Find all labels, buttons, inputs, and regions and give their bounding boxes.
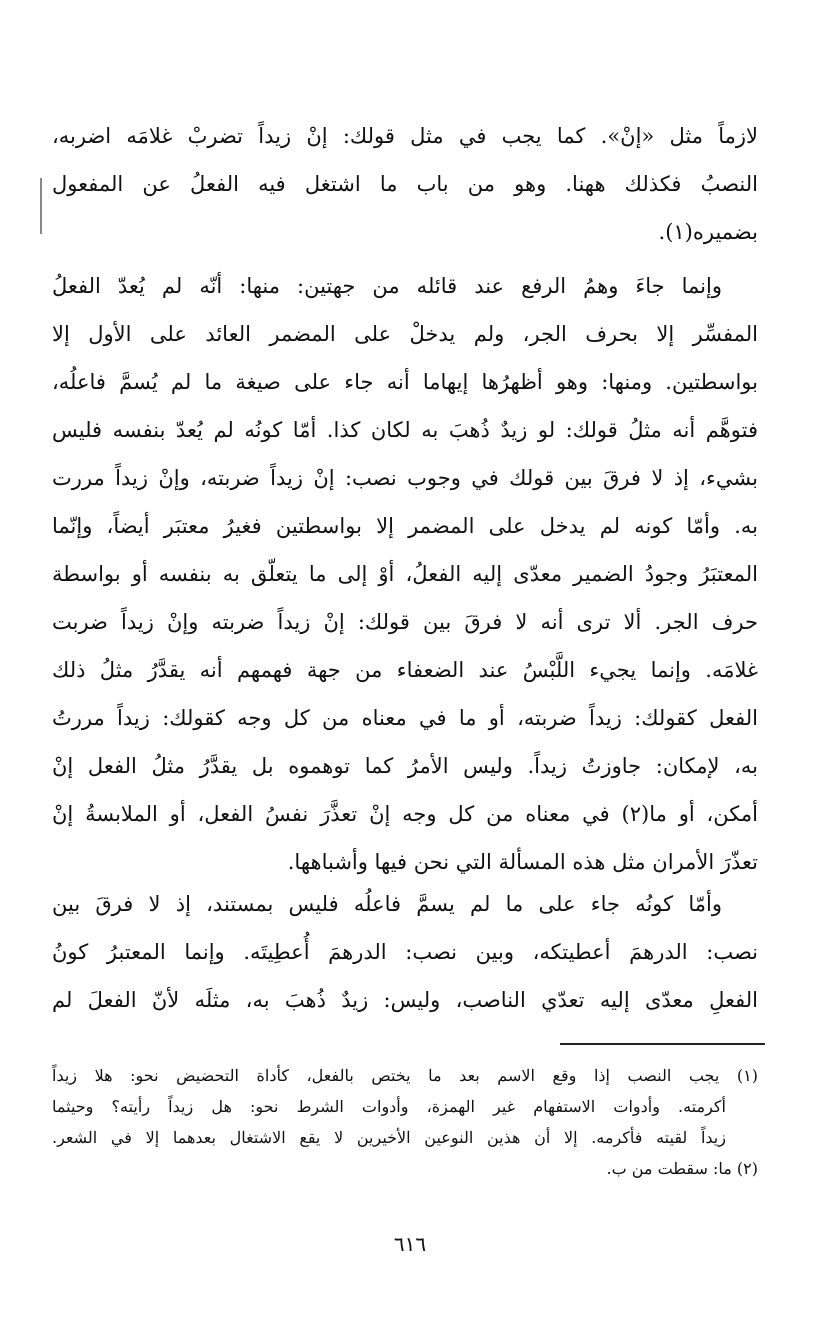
text-line: بواسطتين. ومنها: وهو أظهرُها إيهاما أنه جاء على صيغة ما لم يُسمَّ فاعلُه، bbox=[52, 370, 758, 394]
text-line: المفسِّر إلا بحرف الجر، ولم يدخلْ على المضمر العائد على الأول إلا bbox=[52, 322, 758, 346]
footnote-line: (١) يجب النصب إذا وقع الاسم بعد ما يختص بالفعل، كأداة التحضيض نحو: هلا زيداً bbox=[52, 1066, 758, 1085]
text-line: نصب: الدرهمَ أعطيتكه، وبين نصب: الدرهمَ أُعطِيتَه. وإنما المعتبرُ كونُ bbox=[52, 940, 758, 964]
paragraph-1 bbox=[52, 112, 758, 256]
text-line: الفعل كقولك: زيداً ضربته، أو ما في معناه من كل وجه كقولك: زيداً مررتُ bbox=[52, 706, 758, 730]
text-line: غلامَه. وإنما يجيء اللَّبْسُ عند الضعفاء من جهة فهمهم أنه يقدَّرُ مثلُ ذلك bbox=[52, 658, 758, 682]
text-line: وأمّا كونُه جاء على ما لم يسمَّ فاعلُه فليس بمستند، إذ لا فرقَ بين bbox=[52, 892, 722, 916]
text-line: المعتبَرُ وجودُ الضمير معدّى إليه الفعلُ، أوْ إلى ما يتعلّق به بنفسه أو بواسطة bbox=[52, 562, 758, 586]
text-line: لازماً مثل «إنْ». كما يجب في مثل قولك: إنْ زيداً تضربْ غلامَه اضربه، bbox=[52, 124, 758, 148]
footnote-line: زيداً لقيته فأكرمه. إلا أن هذين النوعين الأخيرين لا يقع الاشتغال بعدهما إلا في الشعر. bbox=[52, 1128, 726, 1147]
footnote-separator bbox=[560, 1043, 765, 1045]
text-line: أمكن، أو ما(٢) في معناه من كل وجه إنْ تعذَّرَ نفسُ الفعل، أو الملابسةُ إنْ bbox=[52, 802, 758, 826]
paragraph-2 bbox=[52, 262, 758, 886]
footnote-line: أكرمته. وأدوات الاستفهام غير الهمزة، وأدوات الشرط نحو: هل زيداً رأيته؟ وحيثما bbox=[52, 1097, 726, 1116]
text-line: به، لإمكان: جاوزتُ زيداً. وليس الأمرُ كما توهموه بل يقدَّرُ مثلُ الفعل إنْ bbox=[52, 754, 758, 778]
footnotes bbox=[52, 1060, 758, 1184]
text-line: تعذّرَ الأمران مثل هذه المسألة التي نحن فيها وأشباهها. bbox=[287, 850, 758, 874]
page-number: ٦١٦ bbox=[393, 1232, 427, 1256]
text-line: حرف الجر. ألا ترى أنه لا فرقَ بين قولك: إنْ زيداً ضربته وإنْ زيداً ضربت bbox=[52, 610, 758, 634]
text-line: وإنما جاءَ وهمُ الرفع عند قائله من جهتين: منها: أنّه لم يُعدّ الفعلُ bbox=[52, 274, 722, 298]
margin-mark bbox=[40, 178, 42, 234]
text-line: به. وأمّا كونه لم يدخل على المضمر إلا بواسطتين فغيرُ معتبَر أيضاً، وإنّما bbox=[52, 514, 758, 538]
text-line: بضميره(١). bbox=[658, 220, 758, 244]
paragraph-3 bbox=[52, 880, 758, 1024]
text-line: الفعلِ معدّى إليه تعدّي الناصب، وليس: زيدٌ ذُهبَ به، مثلَه لأنّ الفعلَ لم bbox=[52, 988, 758, 1012]
text-line: بشيء، إذ لا فرقَ بين قولك في وجوب نصب: إنْ زيداً ضربته، وإنْ زيداً مررت bbox=[52, 466, 758, 490]
text-line: فتوهَّم أنه مثلُ قولك: لو زيدٌ ذُهبَ به لكان كذا. أمّا كونُه لم يُعدّ بنفسه فليس bbox=[52, 418, 758, 442]
text-line: النصبُ فكذلك ههنا. وهو من باب ما اشتغل فيه الفعلُ عن المفعول bbox=[52, 172, 758, 196]
footnote-line: (٢) ما: سقطت من ب. bbox=[606, 1159, 758, 1178]
